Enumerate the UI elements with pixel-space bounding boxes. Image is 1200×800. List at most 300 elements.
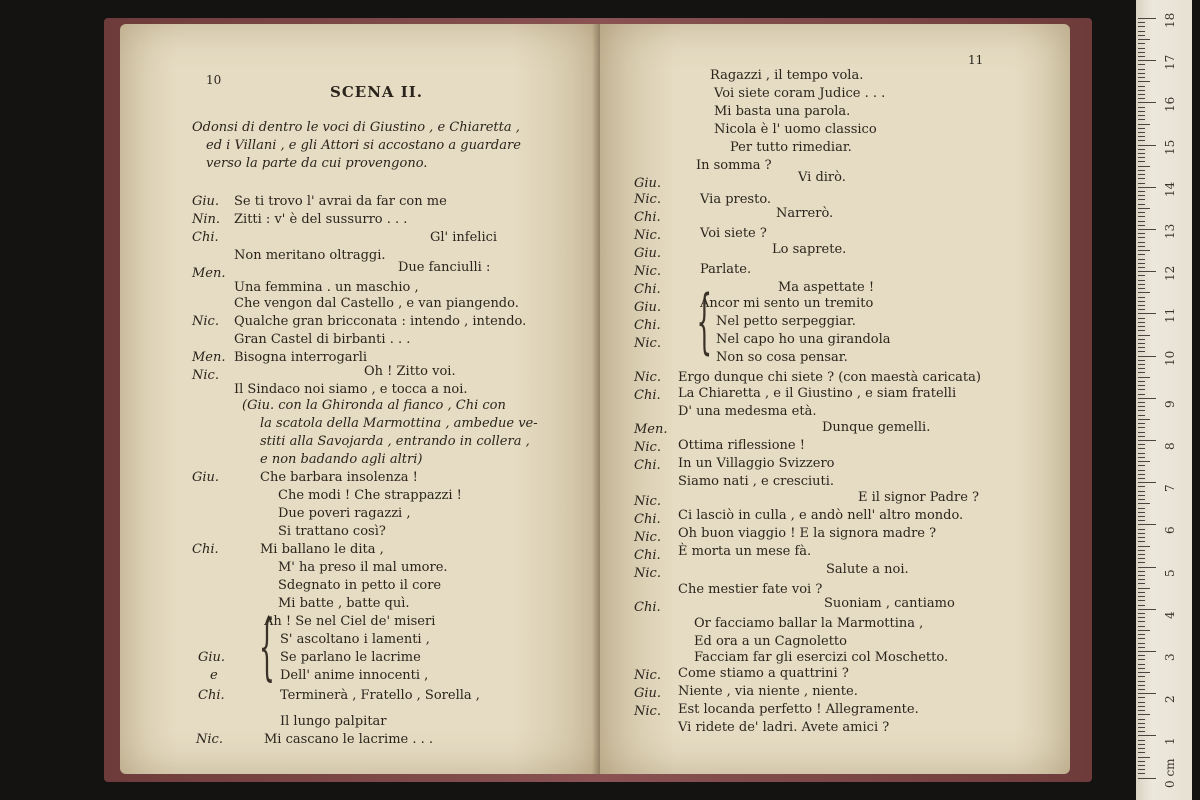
speaker-label: Giu. <box>634 246 662 261</box>
ruler-minor-tick <box>1138 415 1145 416</box>
ruler-minor-tick <box>1138 495 1145 496</box>
ruler-minor-tick <box>1138 233 1145 234</box>
dialogue-line: Ci lasciò in culla , e andò nell' altro mondo. <box>678 508 964 523</box>
ruler-label: 6 <box>1163 526 1177 535</box>
speaker-label: Nic. <box>634 668 661 683</box>
ruler-minor-tick <box>1138 465 1145 466</box>
ruler-minor-tick <box>1138 183 1145 184</box>
speaker-label: Men. <box>192 266 226 281</box>
ruler-minor-tick <box>1138 491 1145 492</box>
ruler-minor-tick <box>1138 22 1145 23</box>
ruler-minor-tick <box>1138 292 1150 293</box>
ruler-major-tick <box>1138 440 1156 441</box>
ruler-minor-tick <box>1138 178 1145 179</box>
ruler-minor-tick <box>1138 48 1145 49</box>
ruler-minor-tick <box>1138 330 1145 331</box>
speaker-label: Chi. <box>634 388 661 403</box>
dialogue-line: E il signor Padre ? <box>858 490 980 505</box>
dialogue-line: Due fanciulli : <box>398 260 491 275</box>
ruler-minor-tick <box>1138 655 1145 656</box>
dialogue-line: Che barbara insolenza ! <box>260 470 418 485</box>
ruler-major-tick <box>1138 567 1156 568</box>
ruler-minor-tick <box>1138 81 1150 82</box>
speaker-label: Chi. <box>198 688 225 703</box>
dialogue-line: S' ascoltano i lamenti , <box>280 632 430 647</box>
dialogue-line: Sdegnato in petto il core <box>278 578 442 593</box>
dialogue-line: Oh ! Zitto voi. <box>364 364 456 379</box>
ruler-minor-tick <box>1138 90 1145 91</box>
dialogue-line: Voi siete ? <box>700 226 767 241</box>
dialogue-line: Due poveri ragazzi , <box>278 506 411 521</box>
ruler-minor-tick <box>1138 394 1145 395</box>
ruler-minor-tick <box>1138 685 1145 686</box>
ruler-label: 14 <box>1163 181 1177 197</box>
dialogue-line: In un Villaggio Svizzero <box>678 456 835 471</box>
speaker-label: Nic. <box>192 368 219 383</box>
ruler-minor-tick <box>1138 161 1145 162</box>
ruler-minor-tick <box>1138 385 1145 386</box>
ruler-label: 11 <box>1163 308 1177 324</box>
ruler-minor-tick <box>1138 529 1145 530</box>
speaker-label: Chi. <box>634 318 661 333</box>
ruler-minor-tick <box>1138 318 1145 319</box>
ruler-minor-tick <box>1138 664 1145 665</box>
dialogue-line: Vi ridete de' ladri. Avete amici ? <box>678 720 890 735</box>
ruler-major-tick <box>1138 735 1156 736</box>
speaker-label: Nic. <box>634 530 661 545</box>
stage-direction-line: verso la parte da cui provengono. <box>206 156 428 171</box>
ruler-minor-tick <box>1138 364 1145 365</box>
ruler-minor-tick <box>1138 170 1145 171</box>
stage-direction-line: (Giu. con la Ghironda al fianco , Chi con <box>242 398 506 413</box>
ruler-minor-tick <box>1138 638 1145 639</box>
dialogue-line: Or facciamo ballar la Marmottina , <box>694 616 924 631</box>
ruler-minor-tick <box>1138 575 1145 576</box>
ruler-label: 8 <box>1163 442 1177 450</box>
speaker-label: Chi. <box>192 542 219 557</box>
ruler-label: 12 <box>1163 265 1177 282</box>
ruler-minor-tick <box>1138 107 1145 108</box>
ruler-minor-tick <box>1138 246 1145 247</box>
ruler-minor-tick <box>1138 128 1145 129</box>
ruler-minor-tick <box>1138 486 1145 487</box>
ruler-minor-tick <box>1138 242 1145 243</box>
ruler-major-tick <box>1138 398 1156 399</box>
dialogue-line: Salute a noi. <box>826 562 909 577</box>
speaker-label: Giu. <box>634 300 662 315</box>
dialogue-line: Una femmina . un maschio , <box>234 280 419 295</box>
ruler-minor-tick <box>1138 419 1150 420</box>
speaker-label: Chi. <box>634 548 661 563</box>
ruler-minor-tick <box>1138 432 1145 433</box>
ruler-minor-tick <box>1138 448 1145 449</box>
ruler-minor-tick <box>1138 516 1145 517</box>
ruler-minor-tick <box>1138 579 1145 580</box>
ruler-minor-tick <box>1138 748 1145 749</box>
ruler-minor-tick <box>1138 457 1145 458</box>
ruler-minor-tick <box>1138 719 1145 720</box>
ruler-minor-tick <box>1138 478 1145 479</box>
ruler-minor-tick <box>1138 423 1145 424</box>
ruler-minor-tick <box>1138 64 1145 65</box>
speaker-label: Giu. <box>192 194 220 209</box>
page-number-right: 11 <box>968 53 984 67</box>
ruler-minor-tick <box>1138 191 1145 192</box>
dialogue-line: Suoniam , cantiamo <box>824 596 955 611</box>
ruler-minor-tick <box>1138 254 1145 255</box>
ruler-minor-tick <box>1138 174 1145 175</box>
speaker-label: Giu. <box>198 650 226 665</box>
ruler-minor-tick <box>1138 132 1145 133</box>
ruler-minor-tick <box>1138 69 1145 70</box>
ruler-minor-tick <box>1138 647 1145 648</box>
ruler-minor-tick <box>1138 769 1145 770</box>
ruler-minor-tick <box>1138 596 1145 597</box>
ruler-minor-tick <box>1138 216 1145 217</box>
speaker-label: Nin. <box>192 212 221 227</box>
dialogue-line: Mi basta una parola. <box>714 104 851 119</box>
speaker-label: Giu. <box>192 470 220 485</box>
dialogue-line: Si trattano così? <box>278 524 386 539</box>
dialogue-line: Non meritano oltraggi. <box>234 248 386 263</box>
ruler-major-tick <box>1138 778 1156 779</box>
ruler-minor-tick <box>1138 634 1145 635</box>
ruler-minor-tick <box>1138 267 1145 268</box>
ruler-label: 17 <box>1163 54 1177 71</box>
ruler-minor-tick <box>1138 697 1145 698</box>
ruler-minor-tick <box>1138 512 1145 513</box>
speaker-label: Nic. <box>634 440 661 455</box>
dialogue-line: La Chiaretta , e il Giustino , e siam fratelli <box>678 386 957 401</box>
dialogue-line: Voi siete coram Judice . . . <box>714 86 886 101</box>
ruler-minor-tick <box>1138 659 1145 660</box>
ruler-major-tick <box>1138 229 1156 230</box>
dialogue-line: Come stiamo a quattrini ? <box>678 666 849 681</box>
ruler-minor-tick <box>1138 368 1145 369</box>
dialogue-line: È morta un mese fà. <box>678 544 812 559</box>
stage-direction-line: ed i Villani , e gli Attori si accostano a guardare <box>206 138 521 153</box>
ruler-minor-tick <box>1138 752 1145 753</box>
ruler-minor-tick <box>1138 562 1145 563</box>
dialogue-line: Che mestier fate voi ? <box>678 582 823 597</box>
ruler-minor-tick <box>1138 39 1150 40</box>
speaker-label: Nic. <box>634 704 661 719</box>
ruler-minor-tick <box>1138 335 1150 336</box>
ruler-minor-tick <box>1138 621 1145 622</box>
dialogue-line: Facciam far gli esercizi col Moschetto. <box>694 650 949 665</box>
ruler-minor-tick <box>1138 761 1145 762</box>
ruler-label: 2 <box>1163 695 1177 704</box>
ruler-minor-tick <box>1138 115 1145 116</box>
dialogue-line: Lo saprete. <box>772 242 847 257</box>
dialogue-line: Via presto. <box>700 192 772 207</box>
ruler-minor-tick <box>1138 377 1150 378</box>
ruler-minor-tick <box>1138 537 1145 538</box>
dialogue-line: Siamo nati , e cresciuti. <box>678 474 835 489</box>
dialogue-line: Qualche gran bricconata : intendo , intendo. <box>234 314 527 329</box>
dialogue-line: Ah ! Se nel Ciel de' miseri <box>264 614 436 629</box>
ruler-major-tick <box>1138 356 1156 357</box>
dialogue-line: Se ti trovo l' avrai da far con me <box>234 194 447 209</box>
dialogue-line: Gran Castel di birbanti . . . <box>234 332 411 347</box>
ruler-minor-tick <box>1138 681 1145 682</box>
ruler-minor-tick <box>1138 263 1145 264</box>
ruler-label: 13 <box>1163 223 1177 239</box>
ruler-major-tick <box>1138 18 1156 19</box>
ruler-label: 4 <box>1163 611 1177 619</box>
ruler-minor-tick <box>1138 136 1145 137</box>
dialogue-line: Ma aspettate ! <box>778 280 875 295</box>
speaker-label: Chi. <box>634 458 661 473</box>
ruler-major-tick <box>1138 609 1156 610</box>
brace-mark: { <box>696 280 713 362</box>
speaker-label: e <box>210 668 218 683</box>
ruler-major-tick <box>1138 313 1156 314</box>
ruler-minor-tick <box>1138 427 1145 428</box>
ruler-minor-tick <box>1138 326 1145 327</box>
ruler-minor-tick <box>1138 288 1145 289</box>
ruler-minor-tick <box>1138 672 1150 673</box>
ruler-minor-tick <box>1138 43 1145 44</box>
ruler-minor-tick <box>1138 280 1145 281</box>
ruler-minor-tick <box>1138 470 1145 471</box>
ruler-major-tick <box>1138 693 1156 694</box>
ruler-minor-tick <box>1138 157 1145 158</box>
ruler-label: 7 <box>1163 484 1177 493</box>
speaker-label: Nic. <box>634 566 661 581</box>
ruler-minor-tick <box>1138 153 1145 154</box>
ruler-minor-tick <box>1138 503 1150 504</box>
stage-direction-line: Odonsi di dentro le voci di Giustino , e Chiaretta , <box>192 120 520 135</box>
ruler-label: 9 <box>1163 400 1177 408</box>
dialogue-line: Nel capo ho una girandola <box>716 332 891 347</box>
ruler-major-tick <box>1138 102 1156 103</box>
speaker-label: Chi. <box>634 600 661 615</box>
ruler-minor-tick <box>1138 571 1145 572</box>
ruler-major-tick <box>1138 524 1156 525</box>
ruler-minor-tick <box>1138 284 1145 285</box>
ruler-minor-tick <box>1138 668 1145 669</box>
speaker-label: Giu. <box>634 686 662 701</box>
ruler-minor-tick <box>1138 199 1145 200</box>
ruler-minor-tick <box>1138 436 1145 437</box>
stage-direction-line: e non badando agli altri) <box>260 452 423 467</box>
ruler-minor-tick <box>1138 613 1145 614</box>
dialogue-line: Il Sindaco noi siamo , e tocca a noi. <box>234 382 468 397</box>
ruler-minor-tick <box>1138 558 1145 559</box>
ruler-minor-tick <box>1138 86 1145 87</box>
ruler-minor-tick <box>1138 676 1145 677</box>
speaker-label: Nic. <box>634 494 661 509</box>
ruler-minor-tick <box>1138 689 1145 690</box>
ruler-minor-tick <box>1138 541 1145 542</box>
ruler-minor-tick <box>1138 26 1145 27</box>
dialogue-line: Nicola è l' uomo classico <box>714 122 877 137</box>
ruler-minor-tick <box>1138 461 1150 462</box>
ruler-minor-tick <box>1138 453 1145 454</box>
ruler-minor-tick <box>1138 765 1145 766</box>
ruler-minor-tick <box>1138 119 1145 120</box>
speaker-label: Nic. <box>634 336 661 351</box>
ruler-label: 0 cm <box>1163 758 1177 788</box>
ruler-minor-tick <box>1138 533 1145 534</box>
speaker-label: Chi. <box>634 210 661 225</box>
ruler-minor-tick <box>1138 309 1145 310</box>
ruler-minor-tick <box>1138 343 1145 344</box>
dialogue-line: Nel petto serpeggiar. <box>716 314 856 329</box>
ruler-label: 15 <box>1163 139 1177 155</box>
ruler-minor-tick <box>1138 149 1145 150</box>
ruler-minor-tick <box>1138 204 1145 205</box>
ruler-minor-tick <box>1138 499 1145 500</box>
dialogue-line: Bisogna interrogarli <box>234 350 368 365</box>
ruler-minor-tick <box>1138 389 1145 390</box>
speaker-label: Nic. <box>634 264 661 279</box>
ruler-minor-tick <box>1138 406 1145 407</box>
ruler-minor-tick <box>1138 773 1145 774</box>
ruler-minor-tick <box>1138 410 1145 411</box>
speaker-label: Men. <box>634 422 668 437</box>
ruler-minor-tick <box>1138 757 1150 758</box>
dialogue-line: Mi ballano le dita , <box>260 542 384 557</box>
ruler-label: 1 <box>1163 737 1177 746</box>
ruler-minor-tick <box>1138 744 1145 745</box>
dialogue-line: D' una medesma età. <box>678 404 817 419</box>
ruler-minor-tick <box>1138 600 1145 601</box>
ruler-minor-tick <box>1138 731 1145 732</box>
ruler-minor-tick <box>1138 140 1145 141</box>
ruler-minor-tick <box>1138 583 1145 584</box>
ruler-minor-tick <box>1138 617 1145 618</box>
stage-direction-line: stiti alla Savojarda , entrando in collera , <box>260 434 530 449</box>
ruler-minor-tick <box>1138 723 1145 724</box>
speaker-label: Nic. <box>192 314 219 329</box>
ruler-major-tick <box>1138 651 1156 652</box>
ruler-minor-tick <box>1138 702 1145 703</box>
brace-mark: { <box>258 604 275 688</box>
dialogue-line: Mi batte , batte quì. <box>278 596 410 611</box>
speaker-label: Giu. <box>634 176 662 191</box>
speaker-label: Chi. <box>192 230 219 245</box>
dialogue-line: Gl' infelici <box>430 230 498 245</box>
ruler-minor-tick <box>1138 402 1145 403</box>
ruler-minor-tick <box>1138 56 1145 57</box>
left-page <box>120 24 600 774</box>
dialogue-line: Parlate. <box>700 262 752 277</box>
ruler-minor-tick <box>1138 508 1145 509</box>
ruler-minor-tick <box>1138 554 1145 555</box>
ruler-minor-tick <box>1138 221 1145 222</box>
speaker-label: Chi. <box>634 282 661 297</box>
ruler-minor-tick <box>1138 546 1150 547</box>
dialogue-line: Zitti : v' è del sussurro . . . <box>234 212 408 227</box>
ruler-minor-tick <box>1138 212 1145 213</box>
ruler-minor-tick <box>1138 124 1150 125</box>
ruler-minor-tick <box>1138 250 1150 251</box>
ruler-minor-tick <box>1138 52 1145 53</box>
speaker-label: Nic. <box>196 732 223 747</box>
ruler-label: 10 <box>1163 350 1177 366</box>
ruler-minor-tick <box>1138 372 1145 373</box>
ruler-minor-tick <box>1138 727 1145 728</box>
ruler-minor-tick <box>1138 643 1145 644</box>
ruler-minor-tick <box>1138 73 1145 74</box>
ruler-minor-tick <box>1138 592 1145 593</box>
dialogue-line: Est locanda perfetto ! Allegramente. <box>678 702 919 717</box>
dialogue-line: Se parlano le lacrime <box>280 650 421 665</box>
dialogue-line: Dell' anime innocenti , <box>280 668 429 683</box>
ruler-major-tick <box>1138 187 1156 188</box>
ruler-minor-tick <box>1138 166 1150 167</box>
dialogue-line: Oh buon viaggio ! E la signora madre ? <box>678 526 937 541</box>
ruler-major-tick <box>1138 482 1156 483</box>
ruler-major-tick <box>1138 271 1156 272</box>
ruler-minor-tick <box>1138 305 1145 306</box>
ruler-minor-tick <box>1138 297 1145 298</box>
ruler-minor-tick <box>1138 94 1145 95</box>
ruler-minor-tick <box>1138 31 1145 32</box>
ruler-minor-tick <box>1138 351 1145 352</box>
ruler-minor-tick <box>1138 474 1145 475</box>
ruler-minor-tick <box>1138 111 1145 112</box>
ruler-minor-tick <box>1138 626 1145 627</box>
right-page <box>600 24 1070 774</box>
ruler-minor-tick <box>1138 301 1145 302</box>
ruler-minor-tick <box>1138 706 1145 707</box>
dialogue-line: Ancor mi sento un tremito <box>700 296 874 311</box>
ruler-minor-tick <box>1138 550 1145 551</box>
dialogue-line: Il lungo palpitar <box>280 714 387 729</box>
ruler-minor-tick <box>1138 322 1145 323</box>
ruler-minor-tick <box>1138 225 1145 226</box>
dialogue-line: Mi cascano le lacrime . . . <box>264 732 434 747</box>
speaker-label: Men. <box>192 350 226 365</box>
page-number-left: 10 <box>206 73 222 87</box>
dialogue-line: In somma ? <box>696 158 772 173</box>
ruler-label: 3 <box>1163 653 1177 661</box>
dialogue-line: M' ha preso il mal umore. <box>278 560 448 575</box>
dialogue-line: Narrerò. <box>776 206 834 221</box>
ruler-minor-tick <box>1138 520 1145 521</box>
dialogue-line: Dunque gemelli. <box>822 420 931 435</box>
speaker-label: Nic. <box>634 370 661 385</box>
speaker-label: Nic. <box>634 192 661 207</box>
dialogue-line: Terminerà , Fratello , Sorella , <box>280 688 480 703</box>
ruler-major-tick <box>1138 60 1156 61</box>
dialogue-line: Ergo dunque chi siete ? (con maestà caricata) <box>678 370 981 385</box>
ruler-label: 18 <box>1163 12 1177 28</box>
ruler-minor-tick <box>1138 259 1145 260</box>
ruler-minor-tick <box>1138 35 1145 36</box>
ruler-minor-tick <box>1138 347 1145 348</box>
dialogue-line: Vi dirò. <box>798 170 846 185</box>
dialogue-line: Che vengon dal Castello , e van piangendo. <box>234 296 519 311</box>
dialogue-line: Ed ora a un Cagnoletto <box>694 634 847 649</box>
ruler-minor-tick <box>1138 710 1145 711</box>
ruler-minor-tick <box>1138 714 1150 715</box>
ruler-minor-tick <box>1138 339 1145 340</box>
ruler-minor-tick <box>1138 237 1145 238</box>
ruler-minor-tick <box>1138 208 1150 209</box>
speaker-label: Chi. <box>634 512 661 527</box>
ruler-minor-tick <box>1138 195 1145 196</box>
ruler-minor-tick <box>1138 444 1145 445</box>
dialogue-line: Niente , via niente , niente. <box>678 684 858 699</box>
dialogue-line: Ragazzi , il tempo vola. <box>710 68 864 83</box>
ruler-minor-tick <box>1138 360 1145 361</box>
ruler-minor-tick <box>1138 630 1150 631</box>
dialogue-line: Ottima riflessione ! <box>678 438 805 453</box>
